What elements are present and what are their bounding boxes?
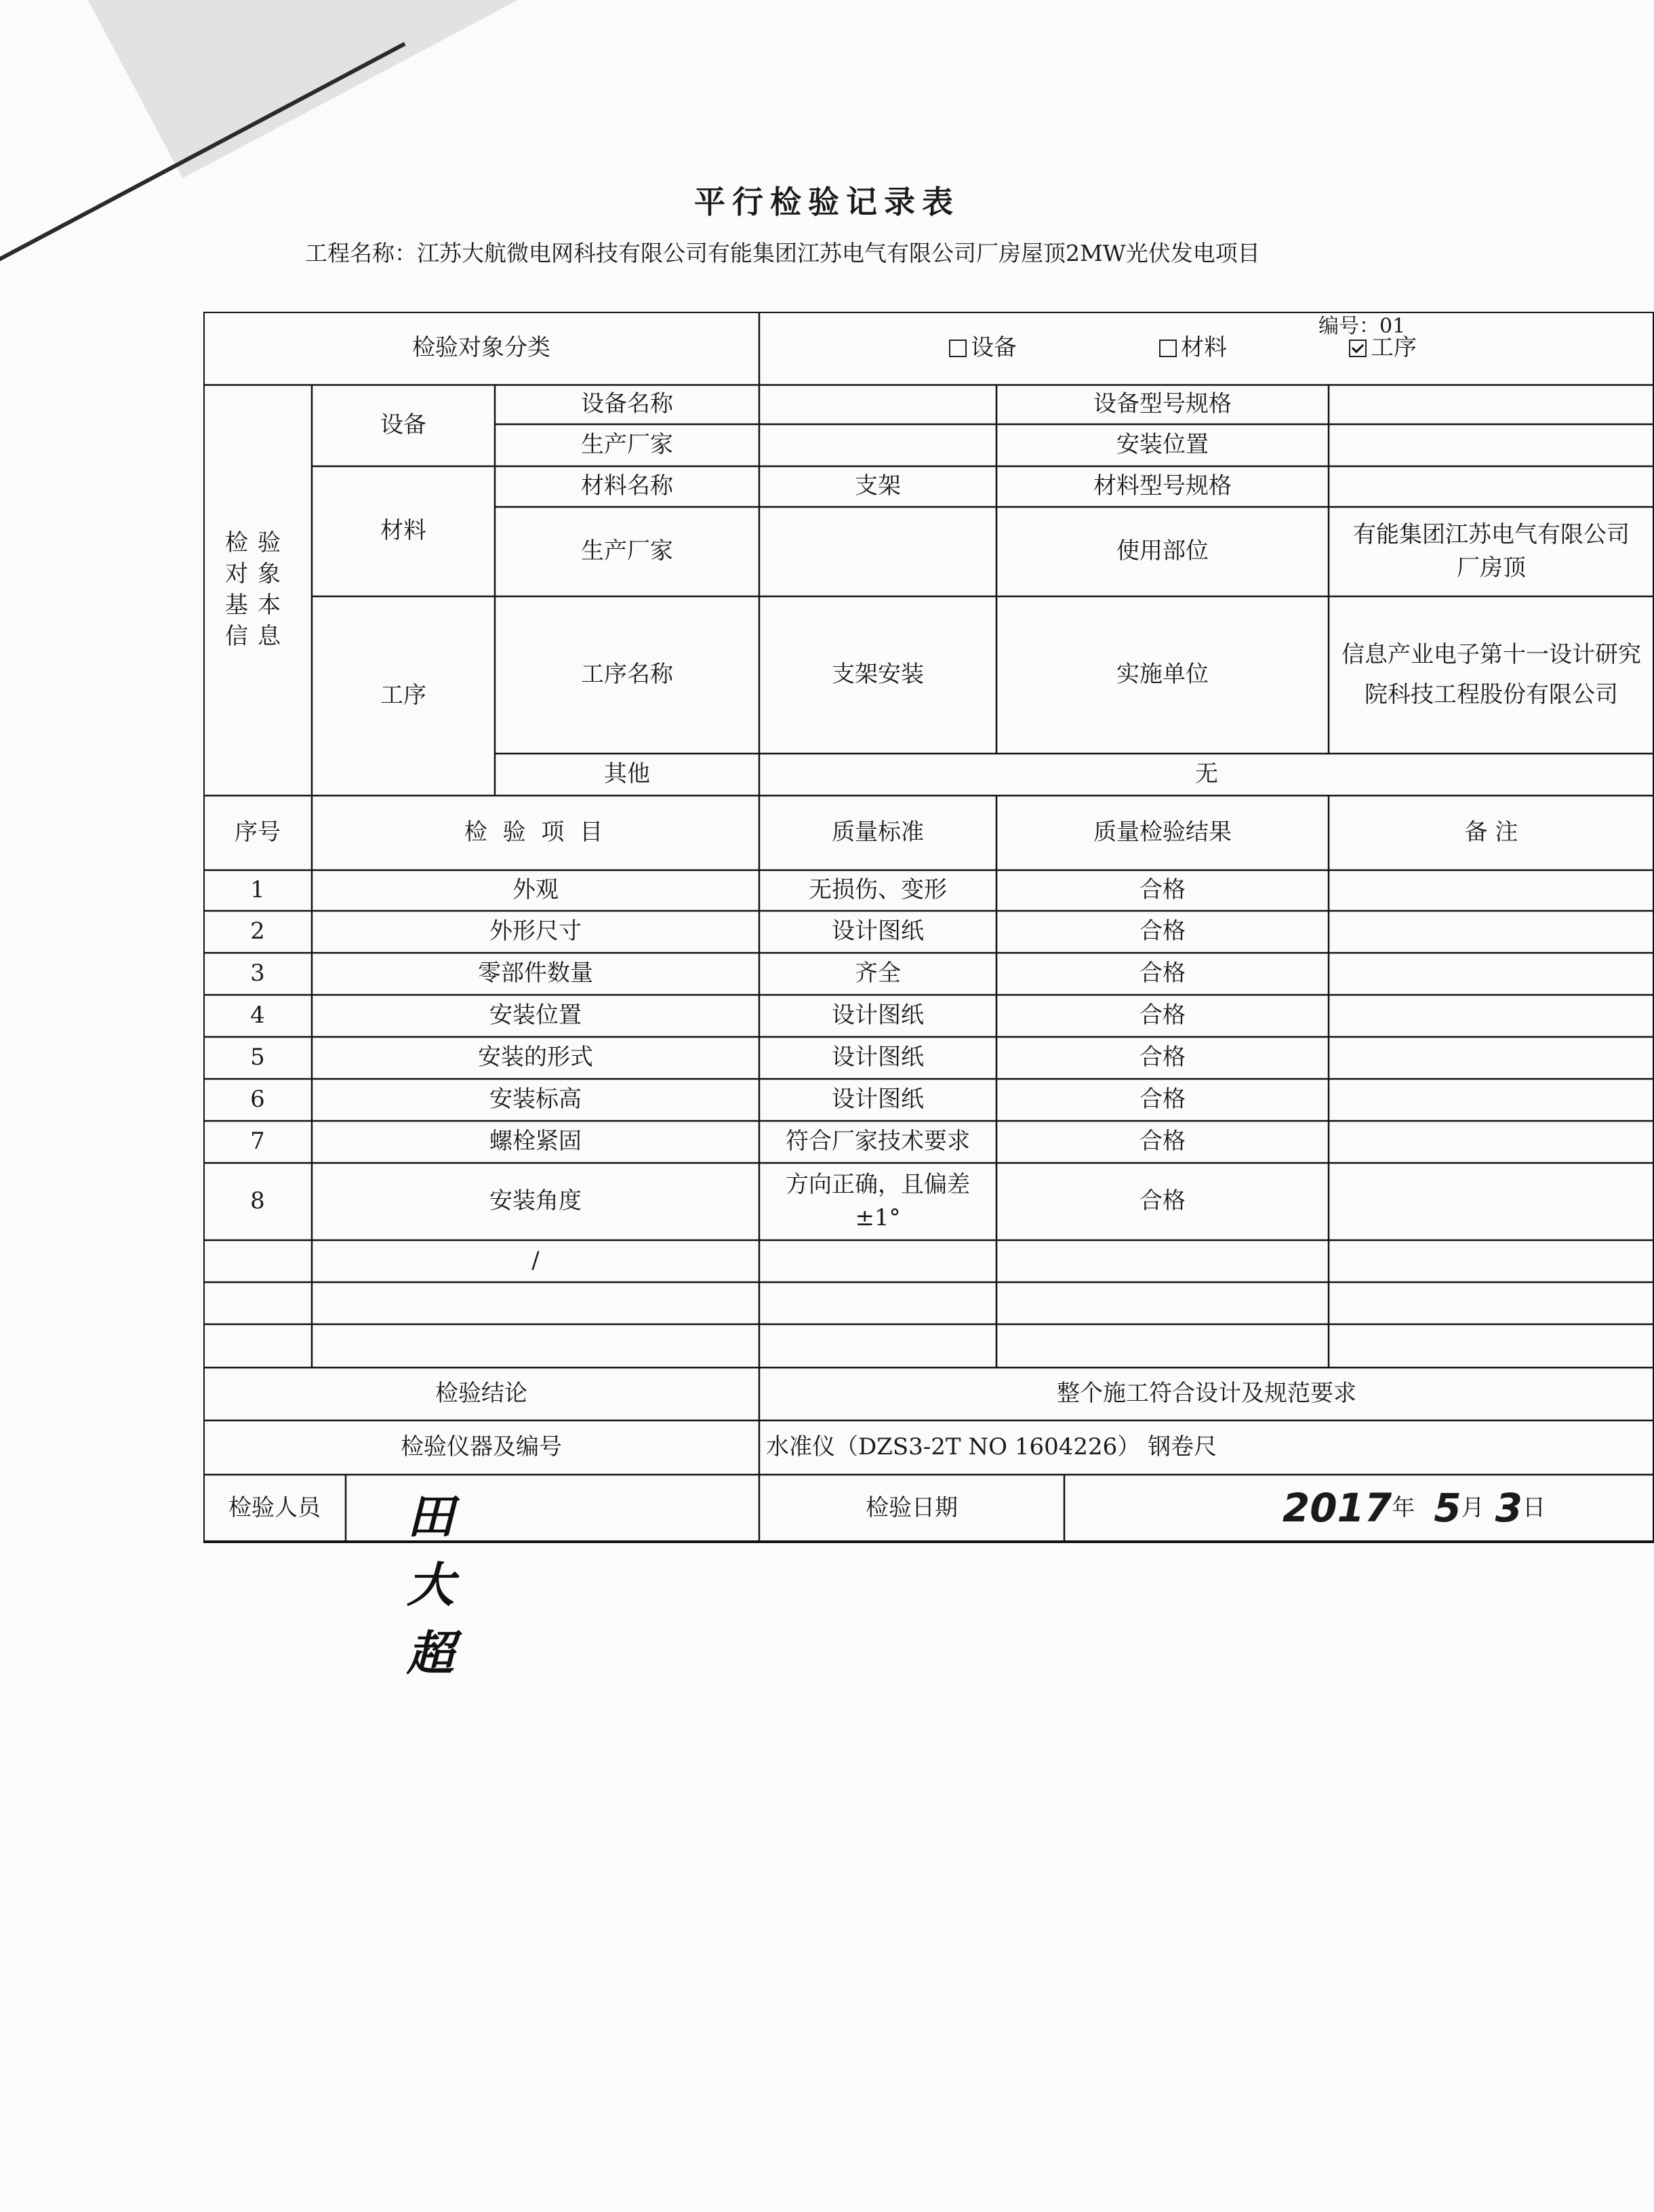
date-year-unit: 年 [1392, 1494, 1415, 1521]
row-6-standard: 设计图纸 [832, 1086, 924, 1113]
document-number: 编号：01 [1318, 314, 1406, 338]
conclusion-value: 整个施工符合设计及规范要求 [1057, 1380, 1356, 1408]
inspection-date-value [1064, 1475, 1654, 1542]
equipment-location-label: 安装位置 [1116, 431, 1209, 459]
material-name-value: 支架 [855, 472, 901, 500]
row-1-result: 合格 [1139, 876, 1186, 904]
material-maker-value [759, 507, 996, 596]
row-2-result: 合格 [1139, 918, 1186, 945]
checked-checkbox-icon [1349, 340, 1367, 357]
row-1-no: 1 [250, 876, 265, 904]
row-8-item: 安装角度 [489, 1187, 582, 1215]
form-title: 平行检验记录表 [694, 184, 960, 220]
equipment-name-value [759, 385, 996, 424]
checkbox-icon [949, 340, 967, 357]
material-maker-label: 生产厂家 [581, 537, 673, 565]
process-name-label: 工序名称 [581, 661, 673, 689]
row-4-item: 安装位置 [489, 1002, 582, 1029]
row-6-result: 合格 [1139, 1086, 1186, 1113]
project-name: 工程名称：江苏大航微电网科技有限公司有能集团江苏电气有限公司厂房屋顶2MW光伏发电项目 [305, 240, 1260, 266]
column-header-no: 序号 [235, 819, 281, 846]
date-day: 3 [1495, 1485, 1522, 1532]
process-unit-label: 实施单位 [1116, 661, 1209, 689]
equipment-name-label: 设备名称 [581, 390, 673, 418]
row-8-no: 8 [250, 1187, 265, 1215]
row-4-no: 4 [250, 1002, 265, 1029]
column-header-remark: 备 注 [1464, 819, 1518, 846]
row-5-no: 5 [250, 1044, 265, 1071]
date-day-unit: 日 [1522, 1494, 1546, 1521]
equipment-location-value [1329, 424, 1654, 466]
other-label: 其他 [604, 760, 650, 788]
row-6-item: 安装标高 [489, 1086, 582, 1113]
date-month: 5 [1434, 1485, 1461, 1532]
row-2-standard: 设计图纸 [832, 918, 924, 945]
row-2-item: 外形尺寸 [489, 918, 582, 945]
other-value: 无 [1195, 760, 1218, 788]
row-8-standard: 方向正确，且偏差±1° [786, 1170, 970, 1231]
category-option-equipment[interactable]: 设备 [922, 312, 1044, 385]
equipment-maker-label: 生产厂家 [581, 431, 673, 459]
material-model-value [1329, 466, 1654, 507]
equipment-maker-value [759, 424, 996, 466]
row-3-no: 3 [250, 960, 265, 987]
material-group-label: 材料 [380, 517, 426, 545]
inspector-label: 检验人员 [228, 1494, 321, 1521]
date-year: 2017 [1282, 1485, 1392, 1532]
category-option-material[interactable]: 材料 [1132, 312, 1254, 385]
row-5-item: 安装的形式 [478, 1044, 593, 1071]
material-model-label: 材料型号规格 [1093, 472, 1232, 500]
row-5-result: 合格 [1139, 1044, 1186, 1071]
row-1-item: 外观 [512, 876, 559, 904]
date-month-unit: 月 [1461, 1494, 1485, 1521]
row-7-item: 螺栓紧固 [489, 1128, 582, 1155]
page-shadow [0, 0, 841, 178]
row-5-standard: 设计图纸 [832, 1044, 924, 1071]
row-2-no: 2 [250, 918, 265, 945]
inspector-signature: 田大超 [407, 1489, 454, 1681]
process-name-value: 支架安装 [832, 661, 924, 689]
row-3-result: 合格 [1139, 960, 1186, 987]
row-6-no: 6 [250, 1086, 265, 1113]
basic-info-label: 检验对象基本信息 [225, 529, 290, 650]
material-usage-value: 有能集团江苏电气有限公司厂房顶 [1353, 520, 1630, 581]
column-header-standard: 质量标准 [832, 819, 924, 846]
equipment-model-value [1329, 385, 1654, 424]
process-unit-value: 信息产业电子第十一设计研究院科技工程股份有限公司 [1342, 640, 1641, 708]
category-label: 检验对象分类 [412, 334, 550, 362]
blank-row-mark: / [531, 1247, 540, 1275]
row-7-result: 合格 [1139, 1128, 1186, 1155]
category-option-process[interactable]: 工序 [1322, 312, 1444, 385]
material-usage-label: 使用部位 [1116, 537, 1209, 565]
row-3-item: 零部件数量 [478, 960, 593, 987]
inspection-date-label: 检验日期 [866, 1494, 958, 1521]
row-4-result: 合格 [1139, 1002, 1186, 1029]
checkbox-icon [1159, 340, 1177, 357]
process-group-label: 工序 [380, 682, 426, 710]
equipment-group-label: 设备 [380, 411, 426, 439]
column-header-item: 检 验 项 目 [464, 819, 607, 846]
material-name-label: 材料名称 [581, 472, 673, 500]
column-header-result: 质量检验结果 [1093, 819, 1232, 846]
row-4-standard: 设计图纸 [832, 1002, 924, 1029]
conclusion-label: 检验结论 [435, 1380, 527, 1408]
row-3-standard: 齐全 [855, 960, 901, 987]
row-7-no: 7 [250, 1128, 265, 1155]
row-8-result: 合格 [1139, 1187, 1186, 1215]
instrument-value: 水准仪（DZS3-2T NO 1604226） 钢卷尺 [766, 1433, 1217, 1461]
row-7-standard: 符合厂家技术要求 [786, 1128, 970, 1155]
equipment-model-label: 设备型号规格 [1093, 390, 1232, 418]
row-1-standard: 无损伤、变形 [809, 876, 947, 904]
instrument-label: 检验仪器及编号 [401, 1433, 562, 1461]
